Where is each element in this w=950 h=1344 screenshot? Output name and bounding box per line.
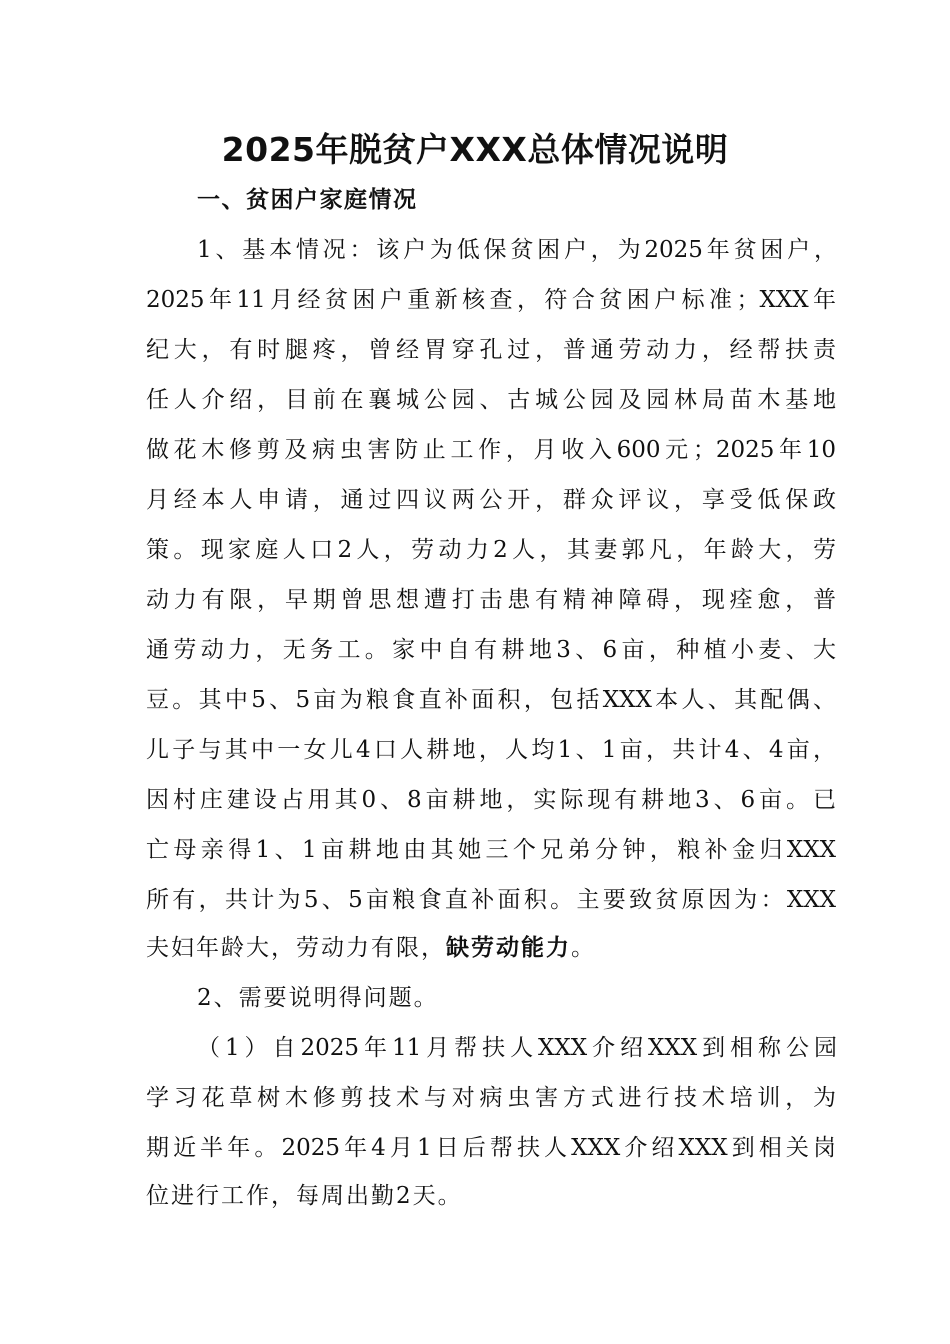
paragraph-line: 纪大，有时腿疼，曾经胃穿孔过，普通劳动力，经帮扶责 xyxy=(146,337,836,363)
paragraph-line: 月经本人申请，通过四议两公开，群众评议，享受低保政 xyxy=(146,487,836,513)
paragraph-line: 期近半年。2025年4月1日后帮扶人XXX介绍XXX到相关岗 xyxy=(146,1135,836,1161)
paragraph-line: 策。现家庭人口2人，劳动力2人，其妻郭凡，年龄大，劳 xyxy=(146,537,836,563)
last-line-text: 夫妇年龄大，劳动力有限， xyxy=(146,935,446,961)
document-title: 2025年脱贫户XXX总体情况说明 xyxy=(221,130,729,169)
paragraph-line: 学习花草树木修剪技术与对病虫害方式进行技术培训，为 xyxy=(146,1085,836,1111)
paragraph-line: 做花木修剪及病虫害防止工作，月收入600元；2025年10 xyxy=(146,437,836,463)
paragraph-line: 动力有限，早期曾思想遭打击患有精神障碍，现痊愈，普 xyxy=(146,587,836,613)
paragraph-line: 豆。其中5、5亩为粮食直补面积，包括XXX本人、其配偶、 xyxy=(146,687,836,713)
paragraph-line: 所有，共计为5、5亩粮食直补面积。主要致贫原因为：XXX xyxy=(146,887,836,913)
paragraph-line: 亡母亲得1、1亩耕地由其她三个兄弟分钟，粮补金归XXX xyxy=(146,837,836,863)
paragraph-line: 因村庄建设占用其0、8亩耕地，实际现有耕地3、6亩。已 xyxy=(146,787,836,813)
last-line-end: 。 xyxy=(571,935,596,961)
poverty-cause-bold: 缺劳动能力 xyxy=(446,935,571,961)
paragraph-line: （1）自2025年11月帮扶人XXX介绍XXX到相称公园 xyxy=(197,1035,837,1061)
item-heading: 2、需要说明得问题。 xyxy=(197,985,439,1011)
paragraph-line: 任人介绍，目前在襄城公园、古城公园及园林局苗木基地 xyxy=(146,387,836,413)
paragraph-last-line: 位进行工作，每周出勤2天。 xyxy=(146,1183,463,1209)
section-heading: 一、贫困户家庭情况 xyxy=(197,187,418,213)
paragraph-last-line xyxy=(146,928,836,968)
paragraph-line: 通劳动力，无务工。家中自有耕地3、6亩，种植小麦、大 xyxy=(146,637,836,663)
paragraph-line: 1、基本情况：该户为低保贫困户，为2025年贫困户， xyxy=(197,237,837,263)
paragraph-line: 2025年11月经贫困户重新核查，符合贫困户标准；XXX年 xyxy=(146,287,836,313)
paragraph-line: 儿子与其中一女儿4口人耕地，人均1、1亩，共计4、4亩， xyxy=(146,737,836,763)
